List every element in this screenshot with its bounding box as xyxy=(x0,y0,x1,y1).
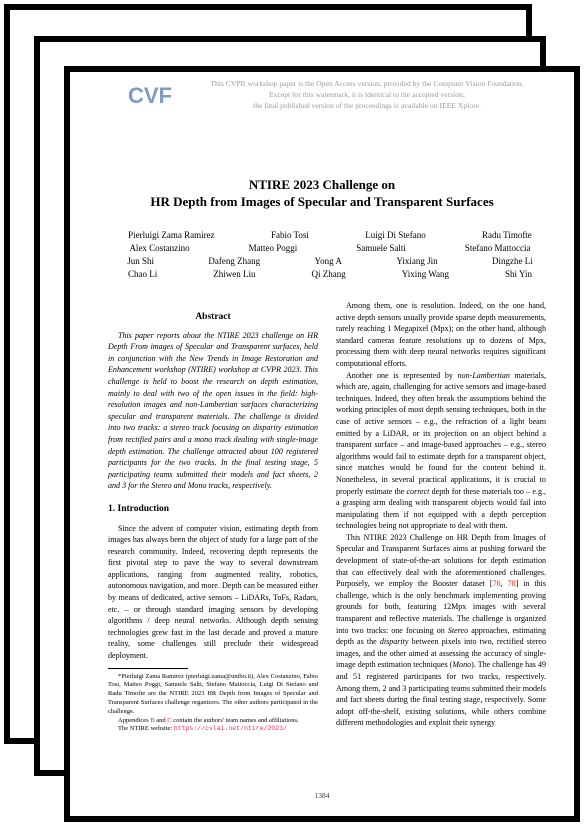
page-number: 1384 xyxy=(314,791,330,800)
abstract-text: This paper reports about the NTIRE 2023 challenge on HR Depth From images of Specular and Transparent surfaces, held in conjunction with the New Trends in Image Restoration and Enhancement workshop (NTIRE) workshop at CVPR 2023. This challenge is held to boost the research on depth estimation, mainly to deal with two of the open issues in the field: high-resolution images and non-Lambertian surfaces characterizing specular and transparent materials. The challenge is divided into two tracks: a stereo track focusing on disparity estimation from rectified pairs and a mono track dealing with single-image depth estimation. The challenge attracted about 100 registered participants for the two tracks. In the final testing stage, 5 participating teams submitted their models and fact sheets, 2 and 3 for the Stereo and Mono tracks, respectively. xyxy=(108,330,318,491)
citation-link[interactable]: 76 xyxy=(492,579,501,589)
author-row xyxy=(100,229,560,242)
author-row xyxy=(100,242,560,255)
emphasis-text: Mono xyxy=(452,660,472,670)
paper-page xyxy=(64,66,580,822)
author-name: Radu Timofte xyxy=(482,230,532,240)
footnote-text: Appendices xyxy=(118,716,151,724)
appendix-b-link[interactable]: B xyxy=(150,716,155,724)
watermark-line: the final published version of the proceedings is available on IEEE Xplore. xyxy=(253,101,481,110)
body-paragraph xyxy=(336,532,546,729)
section-heading-introduction: 1. Introduction xyxy=(108,503,170,514)
body-text: approaches, estimating depth as the xyxy=(336,625,546,647)
cvf-logo xyxy=(128,80,172,108)
footnote-text: The NTIRE website: xyxy=(118,725,174,733)
author-name: Yixiang Jin xyxy=(396,256,438,266)
author-name: Yong A xyxy=(314,256,342,266)
author-name: Chao Li xyxy=(127,269,158,279)
body-text: This NTIRE 2023 Challenge on HR Depth from Images of Specular and Transparent Surfaces aims at pushing forward the development of state-of-the-art solutions for depth estimation that can effectively deal with the aforementioned challenges. Purposely, we employ the Booster dataset [ xyxy=(336,532,546,589)
citation-link[interactable]: 78 xyxy=(507,579,516,589)
author-name: Matteo Poggi xyxy=(248,243,298,253)
author-name: Dingzhe Li xyxy=(492,256,533,266)
footnote-divider xyxy=(108,668,188,669)
title-line: NTIRE 2023 Challenge on xyxy=(248,177,396,192)
author-name: Stefano Mattoccia xyxy=(464,243,531,253)
body-text: between pixels into two, rectified stereo images, and the other aimed at assessing the accuracy of single-image depth estimation techniques ( xyxy=(336,637,547,670)
body-text: materials, which are, again, challenging for active sensors and image-based techniques. Indeed, they often break the assumptions behind the working principles of most depth sensing techniques, both in the case of active sensors – e.g., the refraction of a light beam emitted by a LiDAR, or its projection on an object behind a transparent surface – and image-based approaches – e.g., stereo algorithms would fail to estimate depth for a transparent object, since matches would be found for the content behind it. Nonetheless, in several practical applications, it is crucial to properly estimate the xyxy=(336,370,547,496)
body-paragraph xyxy=(336,370,546,532)
emphasis-text: disparity xyxy=(379,637,409,647)
watermark-line: This CVPR workshop paper is the Open Access version, provided by the Computer Vision Foundation. xyxy=(210,79,524,88)
footnote-text: contain the authors' team names and affiliations. xyxy=(171,716,299,724)
body-text: depth for these materials too – e.g., a grasping arm dealing with transparent objects would fail into manipulating them if not equipped with a depth perception technologies being not appropriate to deal with them. xyxy=(336,486,546,531)
emphasis-text: non-Lambertian xyxy=(457,370,510,380)
author-name: Dafeng Zhang xyxy=(208,256,261,266)
cvf-logo-text: CVF xyxy=(128,83,172,108)
author-list xyxy=(100,229,560,281)
author-name: Jun Shi xyxy=(127,256,154,266)
body-text: ). The challenge has 49 and 51 registered participants for two tracks, respectively. Among them, 2 and 3 participating teams submitted their models and fact sheets during the final testing stage, respectively. Some adopt off-the-shelf, existing solutions, while others combine different methodologies and exploit their synergy xyxy=(336,660,546,728)
author-name: Fabio Tosi xyxy=(270,230,309,240)
emphasis-text: correct xyxy=(406,486,430,496)
open-access-watermark xyxy=(170,78,564,111)
left-column xyxy=(108,312,318,734)
author-name: Pierluigi Zama Ramirez xyxy=(128,230,215,240)
body-text: ] in this challenge, which is the only benchmark implementing proving grounds for both, featuring 12Mpx images with several transparent and reflective materials. The challenge is organized into two tracks: one focusing on xyxy=(336,579,547,635)
author-name: Yixing Wang xyxy=(401,269,450,279)
footnote-text: and xyxy=(154,716,168,724)
watermark-line: Except for this watermark, it is identical to the accepted version; xyxy=(269,90,465,99)
body-paragraph: Among them, one is resolution. Indeed, on the one hand, active depth sensors usually provide sparse depth measurements, rarely reaching 1 Megapixel (Mpx); on the other hand, although standard cameras feature resolutions up to dozens of Mpx, processing them with deep neural networks requires significant computational efforts. xyxy=(336,301,546,368)
organizers-footnote: *Pierluigi Zama Ramirez (pierluigi.zama@unibo.it), Alex Costanzino, Fabio Tosi, Matteo Poggi, Samuele Salti, Stefano Mattoccia, Luigi Di Stefano and Radu Timofte are the NTIRE 2023 HR Depth from Images of Specular and Transparent Surfaces challenge organizers. The other authors participated in the challenge. xyxy=(108,672,318,715)
emphasis-text: Stereo xyxy=(447,625,469,635)
author-name: Samuele Salti xyxy=(356,243,406,253)
abstract-heading: Abstract xyxy=(195,312,231,322)
title-line: HR Depth from Images of Specular and Transparent Surfaces xyxy=(150,194,494,209)
right-column xyxy=(336,300,546,729)
appendices-footnote xyxy=(108,717,318,726)
footnotes xyxy=(108,673,318,735)
website-footnote xyxy=(108,725,318,734)
paper-title xyxy=(70,176,574,210)
author-name: Alex Costanzino xyxy=(129,243,190,253)
author-name: Luigi Di Stefano xyxy=(365,230,426,240)
author-name: Zhiwen Liu xyxy=(213,269,256,279)
appendix-c-link[interactable]: C xyxy=(167,716,172,724)
author-name: Qi Zhang xyxy=(311,269,346,279)
body-text: Another one is represented by xyxy=(346,370,458,380)
author-name: Shi Yin xyxy=(505,269,532,279)
ntire-website-link[interactable]: https://cvlai.net/ntire/2023/ xyxy=(173,725,287,733)
body-text: , xyxy=(500,579,508,589)
author-row xyxy=(100,255,560,268)
author-row xyxy=(100,268,560,281)
introduction-paragraph: Since the advent of computer vision, estimating depth from images has always been the object of study for a large part of the research community. Indeed, recovering depth represents the first pivotal step to pave the way to several downstream applications, ranging from augmented reality, robotics, autonomous navigation, and more. Depth can be measured either by means of dedicated, active sensors – LiDARs, ToFs, Radars, etc. – or through standard imaging sensors by developing algorithms / deep neural networks. Although depth sensing technologies grew fast in the last decade and proved a mature reality, some challenges still preclude their widespread deployment. xyxy=(108,523,318,661)
